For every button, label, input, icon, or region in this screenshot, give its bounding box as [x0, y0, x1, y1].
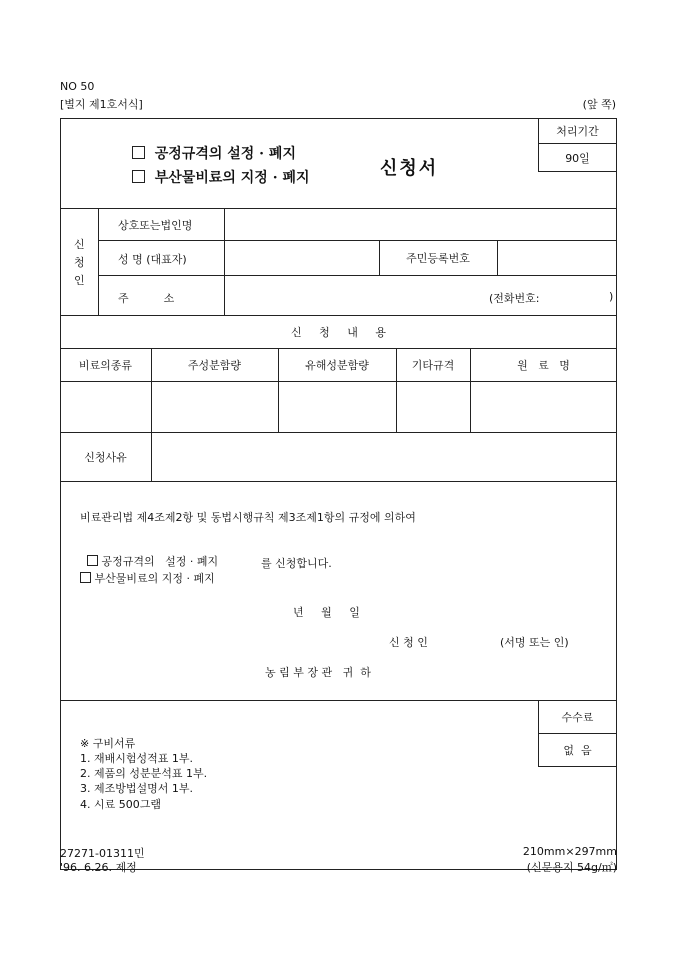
content-header: 신 청 내 용 — [291, 325, 386, 339]
column-other-spec: 기타규격 — [411, 358, 455, 372]
required-doc-item: 2. 제품의 성분분석표 1부. — [80, 767, 208, 780]
company-name-label: 상호또는법인명 — [118, 219, 193, 232]
paper-type: (신문용지 54g/㎡) — [526, 861, 617, 874]
checkbox-icon[interactable] — [80, 572, 91, 583]
required-doc-item: 1. 재배시험성적표 1부. — [80, 752, 193, 765]
request-text: 를 신청합니다. — [261, 557, 332, 570]
address-label: 주 소 — [118, 292, 175, 305]
raw-material-input[interactable] — [470, 381, 617, 432]
attachment-label: [별지 제1호서식] — [60, 98, 143, 111]
statement-option-2-label: 부산물비료의 지정 · 폐지 — [94, 572, 215, 585]
fee-value: 없 음 — [563, 743, 592, 757]
resident-id-label: 주민등록번호 — [406, 251, 470, 265]
statement-option-2[interactable] — [80, 570, 215, 586]
required-doc-item: 3. 제조방법설명서 1부. — [80, 782, 193, 795]
paper-size: 210mm×297mm — [522, 845, 617, 858]
enacted-date: '96. 6.26. 제정 — [60, 861, 137, 874]
reason-input[interactable] — [151, 432, 617, 481]
side-char: 신 — [74, 238, 85, 251]
column-main-component: 주성분함량 — [187, 358, 242, 372]
form-title: 신청서 — [380, 158, 439, 179]
divider — [98, 208, 99, 315]
addressee: 농 림 부 장 관 귀 하 — [265, 666, 371, 679]
checkbox-icon[interactable] — [87, 555, 98, 566]
other-spec-input[interactable] — [396, 381, 470, 432]
side-char: 인 — [74, 274, 85, 287]
column-raw-material: 원 료 명 — [517, 358, 570, 372]
reason-label: 신청사유 — [84, 450, 127, 464]
resident-id-field[interactable] — [497, 240, 617, 275]
column-fertilizer-type: 비료의종류 — [78, 358, 133, 372]
form-number: NO 50 — [60, 80, 95, 93]
column-harmful-component: 유해성분함량 — [305, 358, 369, 372]
fertilizer-type-input[interactable] — [60, 381, 151, 432]
divider — [60, 700, 617, 701]
required-doc-item: 4. 시료 500그램 — [80, 798, 161, 811]
fee-label: 수수료 — [561, 710, 594, 724]
statement-option-1-label: 공정규격의 설정 · 폐지 — [101, 555, 219, 568]
applicant-side-label — [74, 236, 85, 290]
divider — [60, 481, 617, 482]
company-name-field[interactable] — [224, 208, 617, 240]
page-side-label: (앞 쪽) — [582, 98, 616, 111]
applicant-label: 신 청 인 — [389, 636, 428, 649]
main-component-input[interactable] — [151, 381, 278, 432]
checkbox-icon[interactable] — [132, 146, 145, 159]
harmful-component-input[interactable] — [278, 381, 396, 432]
phone-close: ) — [609, 290, 614, 303]
checkbox-icon[interactable] — [132, 170, 145, 183]
title-option-2[interactable] — [132, 167, 310, 187]
date-line: 년 월 일 — [293, 606, 360, 619]
statement-option-1[interactable] — [80, 540, 218, 569]
divider — [538, 766, 617, 767]
form-code: 27271-01311민 — [60, 847, 145, 860]
title-option-1-label: 공정규격의 설정 · 폐지 — [154, 146, 296, 162]
representative-name-field[interactable] — [224, 240, 379, 275]
signature-label: (서명 또는 인) — [500, 636, 569, 649]
side-char: 청 — [74, 256, 85, 269]
legal-basis-text: 비료관리법 제4조제2항 및 동법시행규칙 제3조제1항의 규정에 의하여 — [80, 511, 416, 524]
required-docs-title: ※ 구비서류 — [80, 737, 136, 750]
processing-period-label: 처리기간 — [556, 124, 599, 138]
address-field[interactable] — [224, 275, 617, 315]
processing-period-value: 90일 — [565, 151, 590, 165]
title-option-2-label: 부산물비료의 지정 · 폐지 — [154, 170, 310, 186]
representative-name-label: 성 명 (대표자) — [118, 253, 187, 266]
title-option-1[interactable] — [132, 143, 296, 163]
phone-label: (전화번호: — [489, 292, 540, 305]
